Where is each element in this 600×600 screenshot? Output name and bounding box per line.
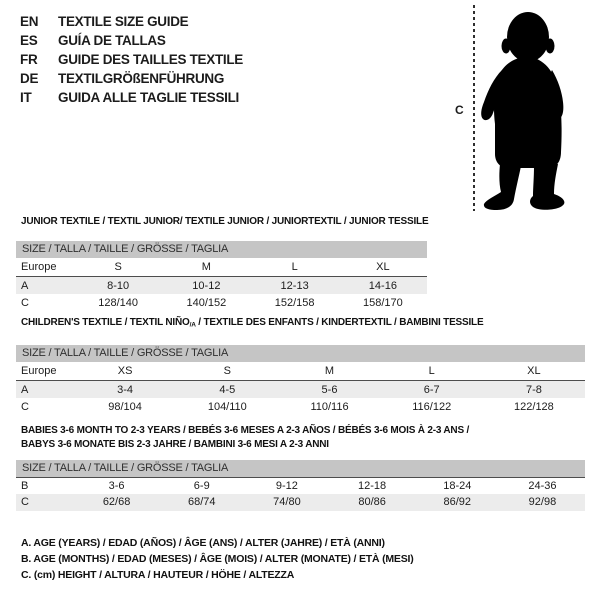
row-label: C [21,297,29,309]
height-cell: 140/152 [186,297,227,309]
junior-table-title: JUNIOR TEXTILE / TEXTIL JUNIOR/ TEXTILE JUNIOR / JUNIORTEXTIL / JUNIOR TESSILE [21,216,429,227]
height-cell: 152/158 [274,297,315,309]
table-row-height [16,398,585,416]
height-measure-label: C [455,103,464,117]
age-cell: 8-10 [107,280,130,292]
height-cell: 74/80 [273,496,301,508]
height-cell: 86/92 [443,496,472,508]
footnote-height: C. (cm) HEIGHT / ALTURA / HAUTEUR / HÖHE / ALTEZZA [21,569,295,581]
height-cell: 104/110 [207,401,247,413]
language-code: FR [20,52,38,67]
height-cell: 62/68 [102,496,131,508]
size-cell: XL [376,261,390,273]
size-cell: XS [117,365,133,377]
age-cell: 6-9 [193,480,210,492]
size-cell: XL [527,365,541,377]
language-row-it [20,88,243,107]
height-cell: 68/74 [187,496,216,508]
footnote-age-months: B. AGE (MONTHS) / EDAD (MESES) / ÂGE (MOIS) / ALTER (MONATE) / ETÀ (MESI) [21,553,414,565]
row-label: A [21,384,29,396]
language-code: DE [20,71,39,86]
age-cell: 24-36 [528,480,557,492]
height-cell: 158/170 [362,297,403,309]
age-cell: 3-4 [117,384,134,396]
height-measure-dashed-line [473,5,475,211]
size-header-bar: SIZE / TALLA / TAILLE / GRÖSSE / TAGLIA [16,345,585,362]
size-header-bar: SIZE / TALLA / TAILLE / GRÖSSE / TAGLIA [16,460,585,477]
language-code: ES [20,33,38,48]
children-size-table [16,345,585,416]
height-cell: 122/128 [514,401,554,413]
legend-footnotes [21,535,414,583]
table-row-age [16,276,427,294]
age-cell: 3-6 [108,480,125,492]
children-title-pre: CHILDREN'S TEXTILE / TEXTIL NIÑO [21,317,190,328]
babies-table-title [21,424,581,452]
language-title-list [20,12,243,107]
age-cell: 10-12 [192,280,221,292]
row-label: C [21,496,29,508]
language-code: EN [20,14,39,29]
language-row-es [20,31,243,50]
language-row-de [20,69,243,88]
height-cell: 80/86 [358,496,386,508]
babies-title-line1: BABIES 3-6 MONTH TO 2-3 YEARS / BEBÉS 3-6 MESES A 2-3 AÑOS / BÉBÉS 3-6 MOIS À 2-3 ANS / [21,425,470,436]
size-cell: L [428,365,435,377]
children-table-title [21,317,483,329]
size-cell: M [201,261,211,273]
size-cell: S [223,365,231,377]
row-label: A [21,280,29,292]
age-cell: 7-8 [525,384,542,396]
guide-title-en: TEXTILE SIZE GUIDE [58,14,189,29]
height-cell: 128/140 [98,297,138,309]
table-row-height [16,494,585,511]
row-label: C [21,401,29,413]
age-cell: 5-6 [321,384,338,396]
size-header-bar: SIZE / TALLA / TAILLE / GRÖSSE / TAGLIA [16,241,427,258]
height-cell: 110/116 [310,401,349,413]
size-cell: S [114,261,122,273]
row-label: Europe [21,261,57,273]
language-row-en [20,12,243,31]
height-cell: 92/98 [528,496,557,508]
junior-size-table [16,241,427,312]
age-cell: 12-13 [280,280,309,292]
children-title-sub: /A [189,321,196,329]
footnote-age-years: A. AGE (YEARS) / EDAD (AÑOS) / ÂGE (ANS) / ALTER (JAHRE) / ETÀ (ANNI) [21,537,385,549]
babies-title-line2: BABYS 3-6 MONATE BIS 2-3 JAHRE / BAMBINI 3-6 MESI A 2-3 ANNI [21,439,329,450]
guide-title-fr: GUIDE DES TAILLES TEXTILE [58,52,244,67]
age-cell: 18-24 [443,480,472,492]
toddler-silhouette-image [476,4,576,210]
height-cell: 116/122 [412,401,452,413]
guide-title-es: GUÍA DE TALLAS [58,33,166,48]
guide-title-it: GUIDA ALLE TAGLIE TESSILI [58,90,239,105]
size-cell: L [291,261,298,273]
row-label: B [21,480,29,492]
table-row-europe [16,258,427,276]
row-label: Europe [21,365,57,377]
table-row-height [16,294,427,312]
age-cell: 14-16 [368,280,397,292]
children-title-post: / TEXTILE DES ENFANTS / KINDERTEXTIL / BAMBINI TESSILE [195,317,484,328]
language-row-fr [20,50,243,69]
babies-size-table [16,460,585,511]
table-row-age [16,380,585,398]
guide-title-de: TEXTILGRÖßENFÜHRUNG [58,71,225,86]
age-cell: 12-18 [358,480,387,492]
language-code: IT [20,90,32,105]
height-cell: 98/104 [108,401,142,413]
table-row-age-months [16,477,585,494]
table-row-europe [16,362,585,380]
size-cell: M [324,365,335,377]
age-cell: 4-5 [219,384,236,396]
age-cell: 6-7 [423,384,440,396]
age-cell: 9-12 [275,480,298,492]
